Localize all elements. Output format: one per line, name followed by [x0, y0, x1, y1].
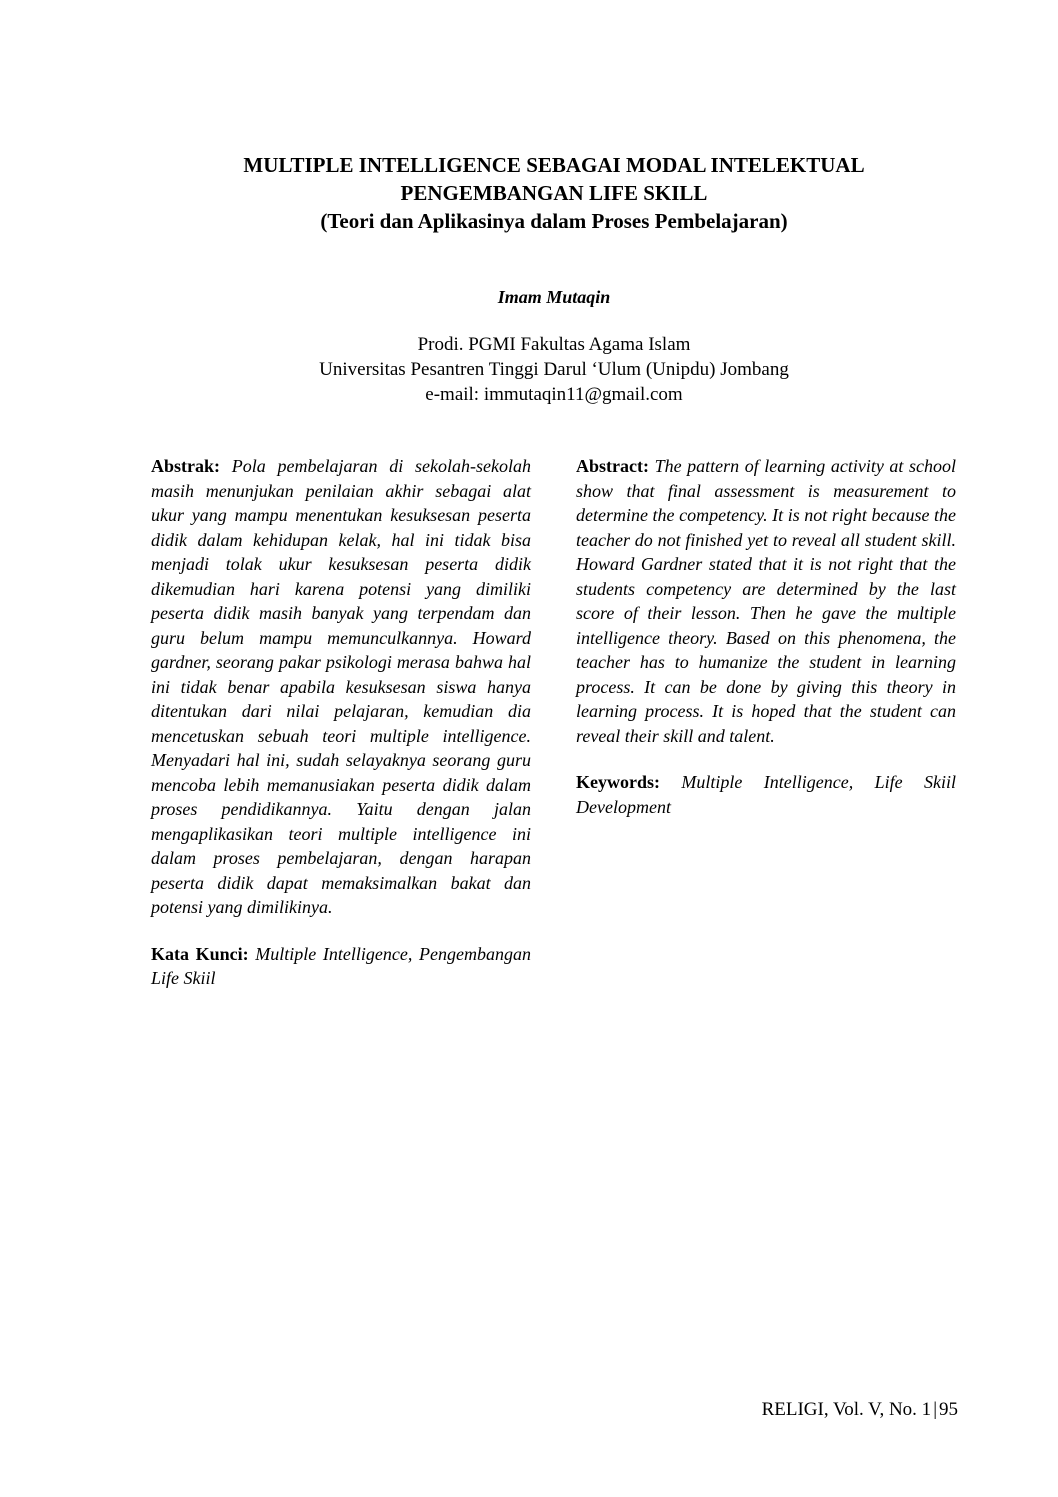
footer-separator: | [933, 1399, 937, 1420]
abstract-text: The pattern of learning activity at school show that final assessment is measurement to determine the competency. It is not right because the teacher do not finished yet to reveal all student skill. Howard Gardner stated that it is not right that the students competency are determined by the last score of their lesson. Then he gave the multiple intelligence theory. Based on this phenomena, the teacher has to humanize the student in learning process. It can be done by giving this theory in learning process. It is hoped that the student can reveal their skill and talent. [576, 456, 956, 746]
affiliation-department: Prodi. PGMI Fakultas Agama Islam [417, 334, 691, 355]
article-title-line-2: PENGEMBANGAN LIFE SKILL [400, 181, 708, 205]
kata-kunci-label: Kata Kunci: [151, 943, 249, 964]
journal-citation: RELIGI, Vol. V, No. 1 [761, 1399, 932, 1420]
article-title-line-1: MULTIPLE INTELLIGENCE SEBAGAI MODAL INTELEKTUAL [243, 153, 865, 177]
kata-kunci-paragraph [151, 942, 531, 991]
abstract-column [576, 454, 956, 819]
article-title-block [120, 151, 988, 235]
abstrak-text: Pola pembelajaran di sekolah-sekolah masih menunjukan penilaian akhir sebagai alat ukur yang mampu menentukan kesuksesan peserta didik dalam kehidupan kelak, hal ini tidak bisa menjadi tolak ukur kesuksesan peserta didik dikemudian hari karena potensi yang dimiliki peserta didik masih banyak yang terpendam dan guru belum mampu memunculkannya. Howard gardner, seorang pakar psikologi merasa bahwa hal ini tidak benar apabila kesuksesan siswa hanya ditentukan dari nilai pelajaran, kemudian dia mencetuskan sebuah teori multiple intelligence. Menyadari hal ini, sudah selayaknya seorang guru mencoba lebih memanusiakan peserta didik dalam proses pendidikannya. Yaitu dengan jalan mengaplikasikan teori multiple intelligence ini dalam proses pembelajaran, dengan harapan peserta didik dapat memaksimalkan bakat dan potensi yang dimilikinya. [151, 456, 531, 917]
keywords-paragraph [576, 770, 956, 819]
keywords-text: Multiple Intelligence, Life Skiil Development [576, 772, 956, 817]
abstrak-paragraph [151, 454, 531, 920]
abstract-label: Abstract: [576, 456, 649, 476]
page-footer [762, 1398, 958, 1422]
author-email: e-mail: immutaqin11@gmail.com [425, 384, 683, 405]
affiliation-university: Universitas Pesantren Tinggi Darul ‘Ulum (Unipdu) Jombang [319, 359, 789, 380]
keywords-label: Keywords: [576, 772, 660, 792]
page-number: 95 [939, 1399, 958, 1420]
abstrak-label: Abstrak: [151, 456, 221, 476]
abstract-paragraph [576, 454, 956, 748]
article-subtitle: (Teori dan Aplikasinya dalam Proses Pembelajaran) [320, 209, 788, 233]
author-affiliation [0, 332, 1058, 407]
kata-kunci-text: Multiple Intelligence, Pengembangan Life Skiil [151, 943, 531, 988]
author-name: Imam Mutaqin [497, 287, 611, 307]
abstrak-column [151, 454, 531, 991]
